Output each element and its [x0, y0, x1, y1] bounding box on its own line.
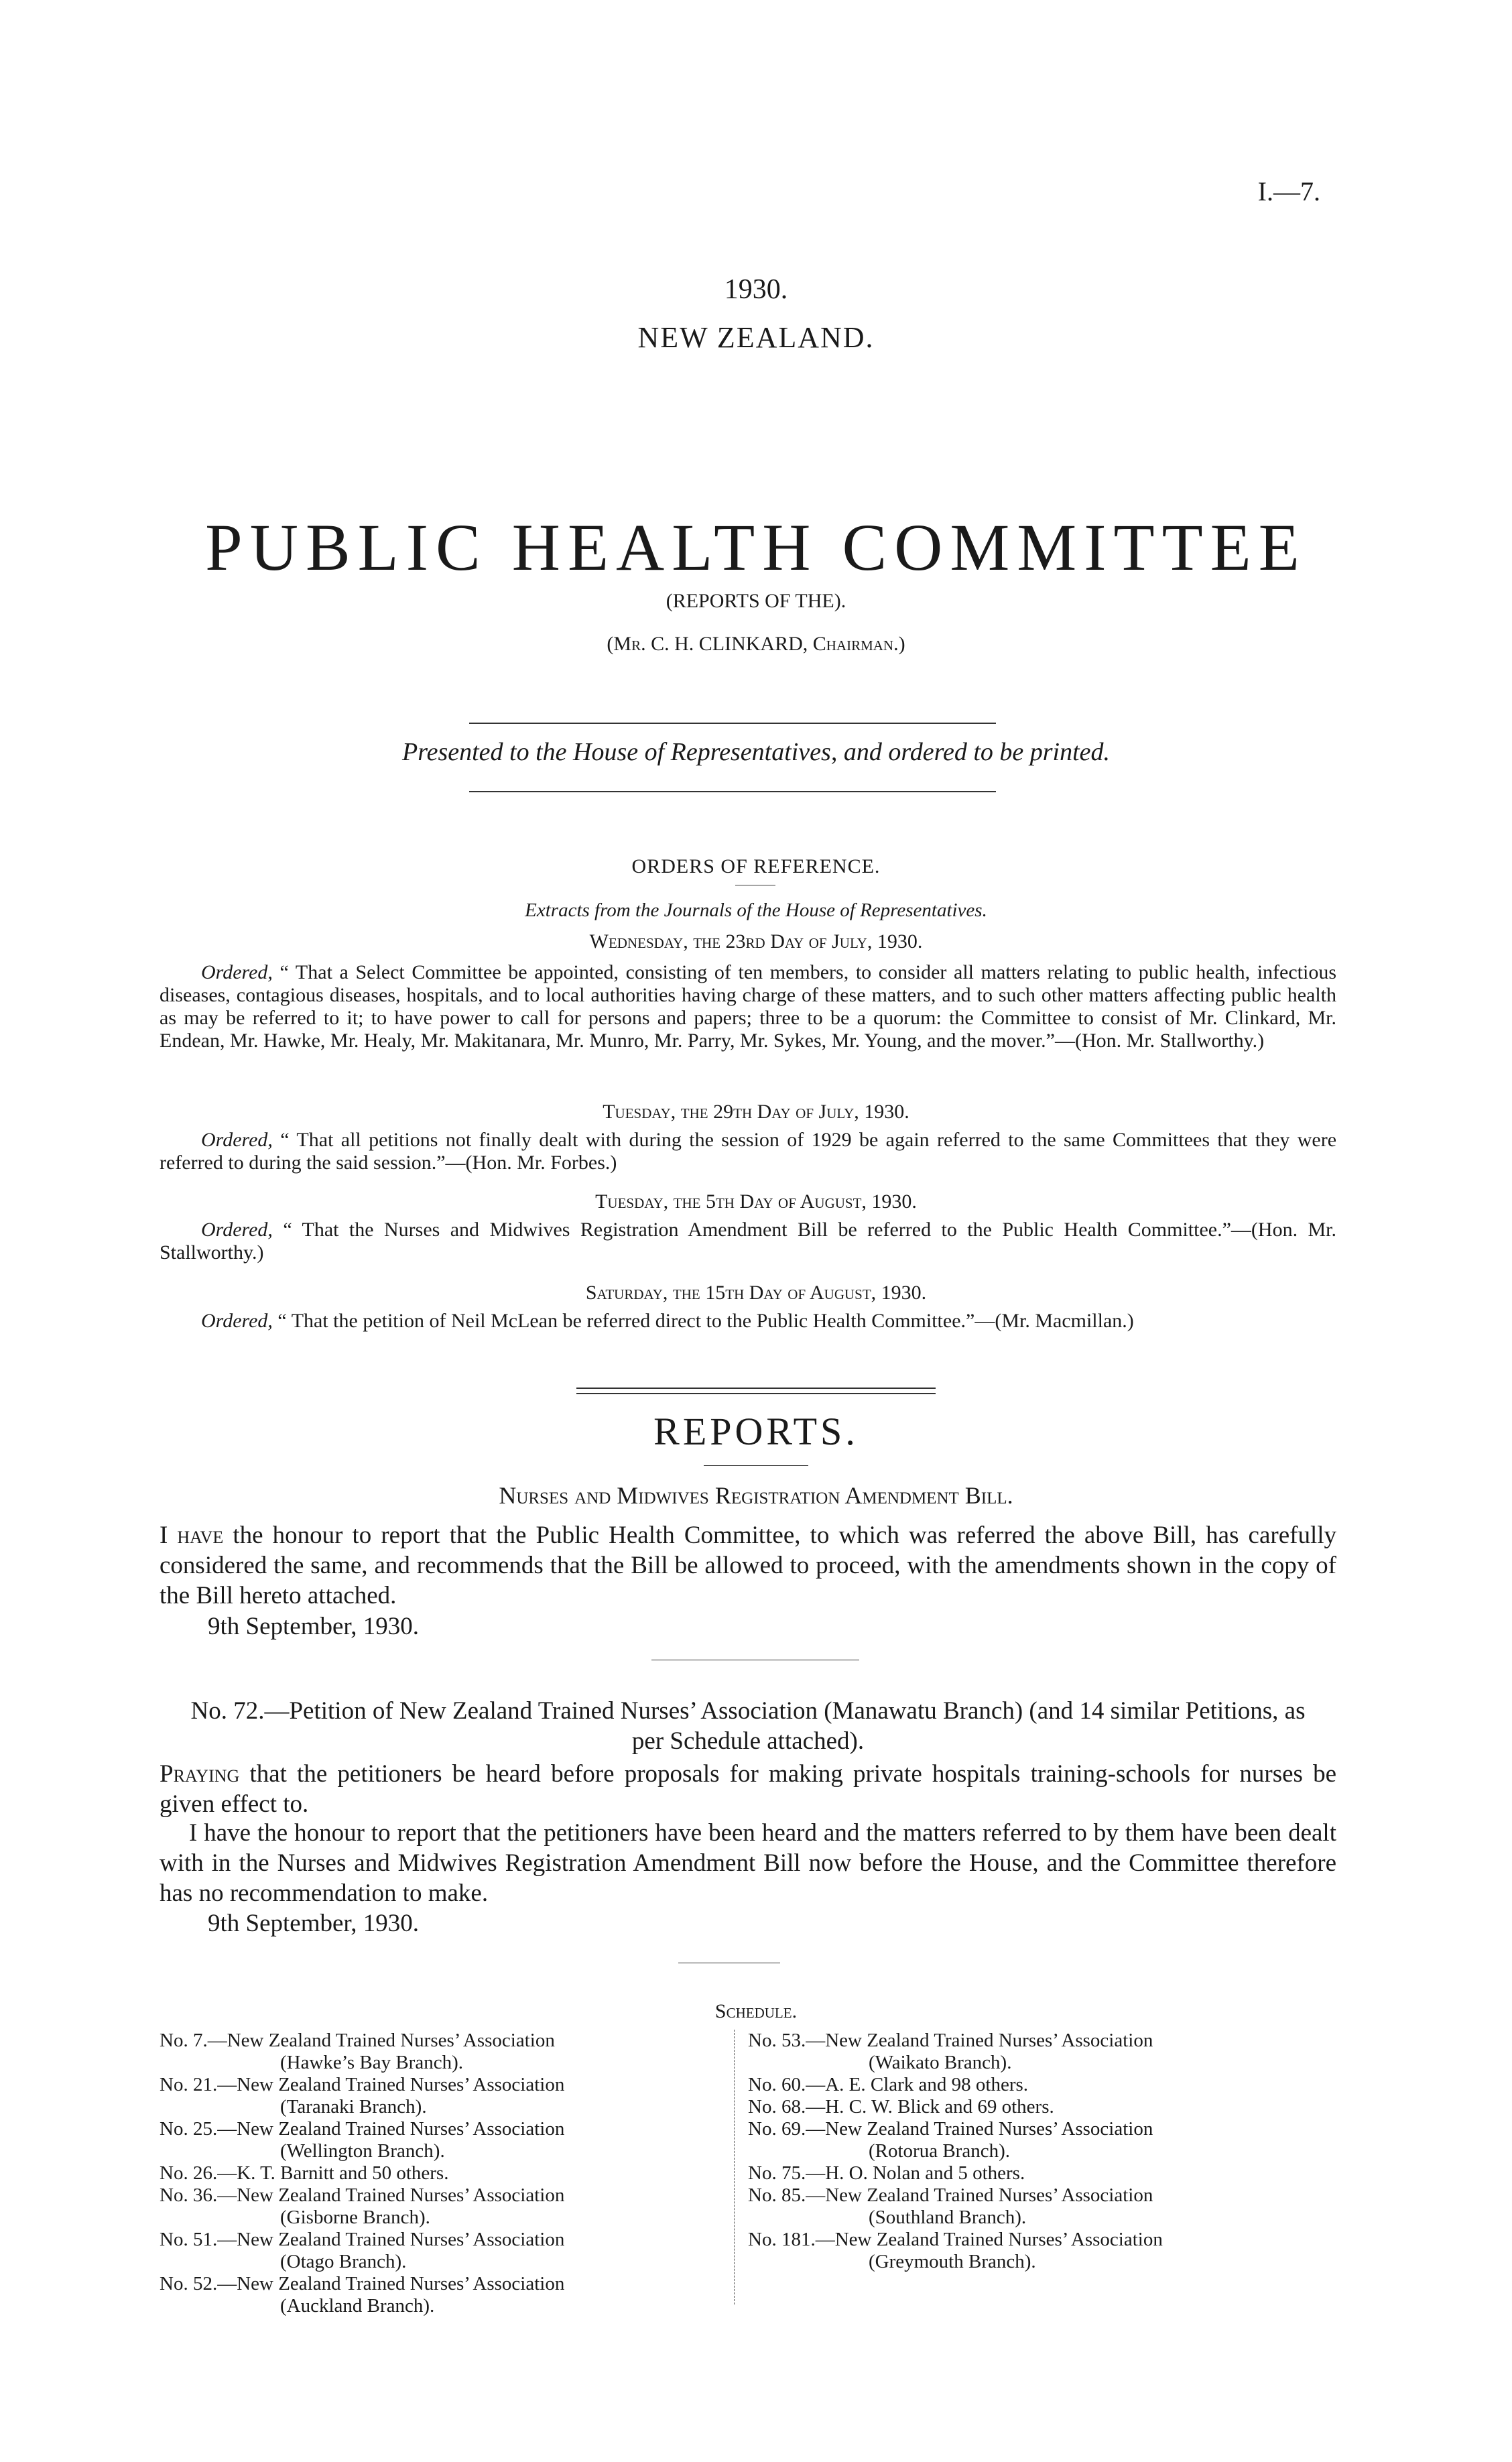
schedule-entry-title: No. 26.—K. T. Barnitt and 50 others.: [160, 2162, 449, 2184]
order-text: “ That the Nurses and Midwives Registration Amendment Bill be referred to the Public Health Committee.”—(Hon. Mr. Stallworthy.): [160, 1219, 1337, 1264]
order-paragraph-3: [160, 1219, 1336, 1264]
order-paragraph-2: [160, 1129, 1336, 1174]
order-paragraph-4: [160, 1310, 1336, 1333]
schedule-entry-title: No. 25.—New Zealand Trained Nurses’ Association: [160, 2118, 565, 2140]
schedule-entry-branch: (Rotorua Branch).: [869, 2140, 1010, 2162]
divider: [469, 791, 996, 792]
schedule-entry-branch: (Southland Branch).: [869, 2207, 1027, 2228]
order-date-1: Wednesday, the 23rd Day of July, 1930.: [589, 930, 923, 952]
schedule-entry-branch: (Otago Branch).: [280, 2251, 407, 2272]
schedule-entry: [748, 2074, 1338, 2096]
schedule-entry-title: No. 181.—New Zealand Trained Nurses’ Association: [748, 2229, 1163, 2250]
schedule-entry: [748, 2096, 1338, 2118]
schedule-entry-branch: (Auckland Branch).: [280, 2295, 435, 2317]
chairman-line: (Mr. C. H. CLINKARD, Chairman.): [607, 633, 905, 655]
schedule-heading: Schedule.: [714, 2000, 798, 2022]
schedule-entry-title: No. 53.—New Zealand Trained Nurses’ Association: [748, 2030, 1153, 2051]
schedule-entry-title: No. 52.—New Zealand Trained Nurses’ Association: [160, 2273, 565, 2294]
divider: [704, 1465, 808, 1466]
bill-report: [160, 1520, 1336, 1611]
schedule-entry: [748, 2229, 1338, 2273]
bill-text: the honour to report that the Public Health Committee, to which was referred the above Bill, has carefully considered the same, and recommends that the Bill be allowed to proceed, with the amendments shown in the copy of the Bill hereto attached.: [160, 1522, 1337, 1609]
schedule-entry-title: No. 36.—New Zealand Trained Nurses’ Association: [160, 2184, 565, 2206]
schedule-entry-branch: (Gisborne Branch).: [280, 2207, 430, 2228]
schedule-entry-title: No. 51.—New Zealand Trained Nurses’ Association: [160, 2229, 565, 2250]
double-rule-bottom: [576, 1393, 936, 1394]
schedule-entry-title: No. 60.—A. E. Clark and 98 others.: [748, 2074, 1029, 2095]
schedule-entry: [160, 2162, 721, 2184]
ordered-label: Ordered,: [201, 1219, 273, 1241]
schedule-entry-title: No. 75.—H. O. Nolan and 5 others.: [748, 2162, 1025, 2184]
country: NEW ZEALAND.: [637, 321, 875, 354]
schedule-entry: [748, 2030, 1338, 2074]
ordered-label: Ordered,: [201, 1310, 273, 1332]
schedule-entry-title: No. 7.—New Zealand Trained Nurses’ Association: [160, 2030, 555, 2051]
schedule-entry-title: No. 68.—H. C. W. Blick and 69 others.: [748, 2096, 1054, 2117]
schedule-entry-title: No. 69.—New Zealand Trained Nurses’ Association: [748, 2118, 1153, 2140]
praying-paragraph: [160, 1759, 1336, 1819]
schedule-entry-branch: (Hawke’s Bay Branch).: [280, 2052, 463, 2073]
schedule-entry: [748, 2162, 1338, 2184]
praying-text: that the petitioners be heard before proposals for making private hospitals training-schools for nurses be given effect to.: [160, 1760, 1337, 1818]
schedule-entry: [748, 2184, 1338, 2229]
order-date-2: Tuesday, the 29th Day of July, 1930.: [603, 1101, 909, 1123]
schedule-entry: [160, 2074, 721, 2118]
schedule-column-divider: [734, 2030, 735, 2304]
schedule-right-column: [748, 2030, 1338, 2273]
schedule-entry: [160, 2273, 721, 2317]
schedule-entry: [160, 2184, 721, 2229]
petition-title: No. 72.—Petition of New Zealand Trained Nurses’ Association (Manawatu Branch) (and 14 similar Petitions, as per Schedule attached).: [190, 1697, 1306, 1755]
report-paragraph: I have the honour to report that the petitioners have been heard and the matters referred to by them have been dealt with in the Nurses and Midwives Registration Amendment Bill now before the House, and the Committee therefore has no recommendation to make.: [160, 1819, 1336, 1907]
reports-heading: REPORTS.: [653, 1410, 859, 1453]
bill-date: 9th September, 1930.: [208, 1613, 420, 1640]
schedule-entry-branch: (Waikato Branch).: [869, 2052, 1012, 2073]
schedule-entry-title: No. 85.—New Zealand Trained Nurses’ Association: [748, 2184, 1153, 2206]
schedule-entry: [160, 2229, 721, 2273]
page-reference: I.—7.: [1257, 176, 1320, 206]
schedule-entry: [160, 2118, 721, 2162]
order-date-4: Saturday, the 15th Day of August, 1930.: [585, 1282, 927, 1304]
orders-heading: ORDERS OF REFERENCE.: [631, 855, 881, 877]
title-subtitle: (REPORTS OF THE).: [666, 590, 846, 612]
order-text: “ That the petition of Neil McLean be referred direct to the Public Health Committee.”—(Mr. Macmillan.): [277, 1310, 1134, 1332]
order-text: “ That all petitions not finally dealt with during the session of 1929 be again referred to the same Committees that they were referred to during the said session.”—(Hon. Mr. Forbes.): [160, 1129, 1337, 1174]
divider: [469, 723, 996, 724]
extracts-line: Extracts from the Journals of the House of Representatives.: [525, 900, 987, 921]
schedule-entry: [748, 2118, 1338, 2162]
order-text: “ That a Select Committee be appointed, consisting of ten members, to consider all matters relating to public health, infectious diseases, contagious diseases, hospitals, and to local authorities having charge of these matters, and to such other matters affecting public health as may be referred to it; to have power to call for persons and papers; three to be a quorum: the Committee to consist of Mr. Clinkard, Mr. Endean, Mr. Hawke, Mr. Healy, Mr. Makitanara, Mr. Munro, Mr. Parry, Mr. Sykes, Mr. Young, and the mover.”—(Hon. Mr. Stallworthy.): [160, 961, 1337, 1052]
presented-line: Presented to the House of Representatives, and ordered to be printed.: [401, 738, 1111, 766]
double-rule-top: [576, 1388, 936, 1389]
year: 1930.: [724, 274, 788, 305]
schedule-entry-title: No. 21.—New Zealand Trained Nurses’ Association: [160, 2074, 565, 2095]
order-date-3: Tuesday, the 5th Day of August, 1930.: [595, 1190, 917, 1213]
document-title: PUBLIC HEALTH COMMITTEE: [205, 510, 1307, 584]
bill-lead: I have: [160, 1522, 224, 1549]
bill-title: Nurses and Midwives Registration Amendment Bill.: [499, 1482, 1013, 1509]
report-date: 9th September, 1930.: [208, 1910, 420, 1937]
schedule-left-column: [160, 2030, 721, 2317]
order-paragraph-1: [160, 961, 1336, 1052]
schedule-entry-branch: (Wellington Branch).: [280, 2140, 445, 2162]
ordered-label: Ordered,: [201, 961, 273, 983]
praying-lead: Praying: [160, 1760, 240, 1788]
schedule-entry-branch: (Taranaki Branch).: [280, 2096, 427, 2117]
ordered-label: Ordered,: [201, 1129, 273, 1151]
schedule-entry-branch: (Greymouth Branch).: [869, 2251, 1036, 2272]
schedule-entry: [160, 2030, 721, 2074]
